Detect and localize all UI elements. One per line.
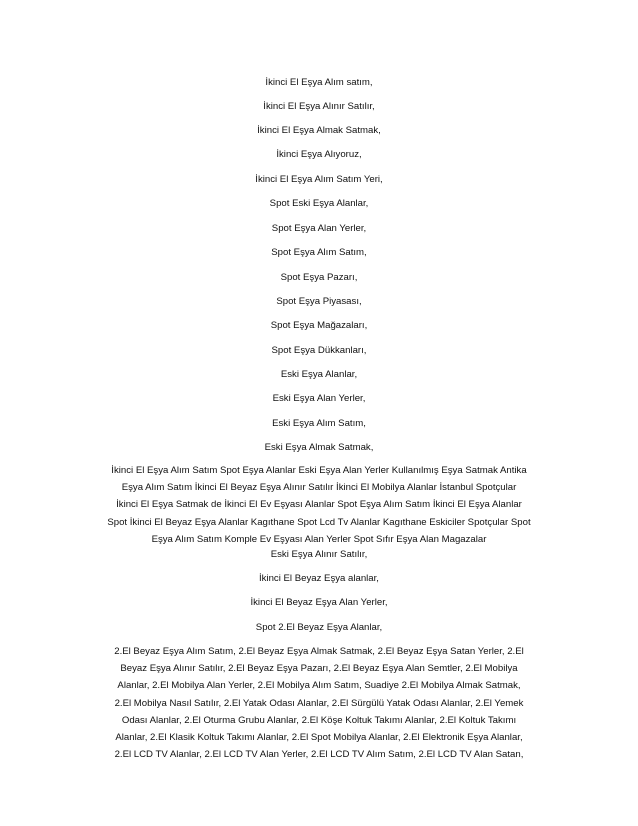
paragraph-line: Spot İkinci El Beyaz Eşya Alanlar Kagıthane Spot Lcd Tv Alanlar Kagıthane Eskiciler Spotçular Spot [107,516,531,528]
text-line: İkinci El Eşya Alım Satım Yeri, [255,174,383,185]
text-line: Eski Eşya Alanlar, [280,369,358,380]
text-line: Spot Eşya Alım Satım, [271,247,367,258]
paragraph-line: Alanlar, 2.El Klasik Koltuk Takımı Alanlar, 2.El Spot Mobilya Alanlar, 2.El Elektronik Eşya Alanlar, [115,732,523,744]
text-line: Spot Eşya Piyasası, [276,296,362,307]
text-line: İkinci Eşya Alıyoruz, [276,149,362,160]
keyword-paragraph [78,462,560,548]
paragraph-line: Beyaz Eşya Alınır Satılır, 2.El Beyaz Eşya Pazarı, 2.El Beyaz Eşya Alan Semtler, 2.El Mobilya [120,663,518,675]
paragraph-line: 2.El Beyaz Eşya Alım Satım, 2.El Beyaz Eşya Almak Satmak, 2.El Beyaz Eşya Satan Yerler, 2.El [114,646,524,657]
text-line: Eski Eşya Alım Satım, [272,418,366,429]
paragraph-line: İkinci El Eşya Satmak de İkinci El Ev Eşyası Alanlar Spot Eşya Alım Satım İkinci El Eşya Alanlar [116,499,522,511]
text-line: Spot Eşya Mağazaları, [270,320,368,331]
paragraph-line: Eşya Alım Satım Komple Ev Eşyası Alan Yerler Spot Sıfır Eşya Alan Magazalar [151,533,487,545]
text-line: İkinci El Beyaz Eşya alanlar, [259,573,379,584]
text-line: Eski Eşya Alınır Satılır, [270,549,368,560]
keyword-paragraph [78,643,560,763]
text-line: İkinci El Eşya Alım satım, [265,77,373,88]
paragraph-line: 2.El Mobilya Nasıl Satılır, 2.El Yatak Odası Alanlar, 2.El Sürgülü Yatak Odası Alanlar, 2.El Yemek [114,697,524,709]
text-line: Spot Eşya Alan Yerler, [271,223,367,234]
text-line: İkinci El Eşya Almak Satmak, [257,125,381,136]
paragraph-line: 2.El LCD TV Alanlar, 2.El LCD TV Alan Yerler, 2.El LCD TV Alım Satım, 2.El LCD TV Alan Satan, [114,749,524,761]
text-line: Eski Eşya Almak Satmak, [264,442,374,453]
text-line: Spot Eşya Pazarı, [280,272,358,283]
text-line: Eski Eşya Alan Yerler, [272,393,366,404]
text-line: Spot Eşya Dükkanları, [271,345,367,356]
paragraph-line: Eşya Alım Satım İkinci El Beyaz Eşya Alınır Satılır İkinci El Mobilya Alanlar İstanbul Spotçular [121,482,517,494]
text-line: İkinci El Eşya Alınır Satılır, [263,101,375,112]
paragraph-line: İkinci El Eşya Alım Satım Spot Eşya Alanlar Eski Eşya Alan Yerler Kullanılmış Eşya Satmak Antika [111,465,527,476]
paragraph-line: Alanlar, 2.El Mobilya Alan Yerler, 2.El Mobilya Alım Satım, Suadiye 2.El Mobilya Almak Satmak, [117,680,521,692]
text-line: Spot 2.El Beyaz Eşya Alanlar, [255,622,383,633]
text-line: Spot Eski Eşya Alanlar, [269,198,369,209]
text-line: İkinci El Beyaz Eşya Alan Yerler, [250,597,388,608]
paragraph-line: Odası Alanlar, 2.El Oturma Grubu Alanlar, 2.El Köşe Koltuk Takımı Alanlar, 2.El Koltuk Takımı [121,714,517,726]
